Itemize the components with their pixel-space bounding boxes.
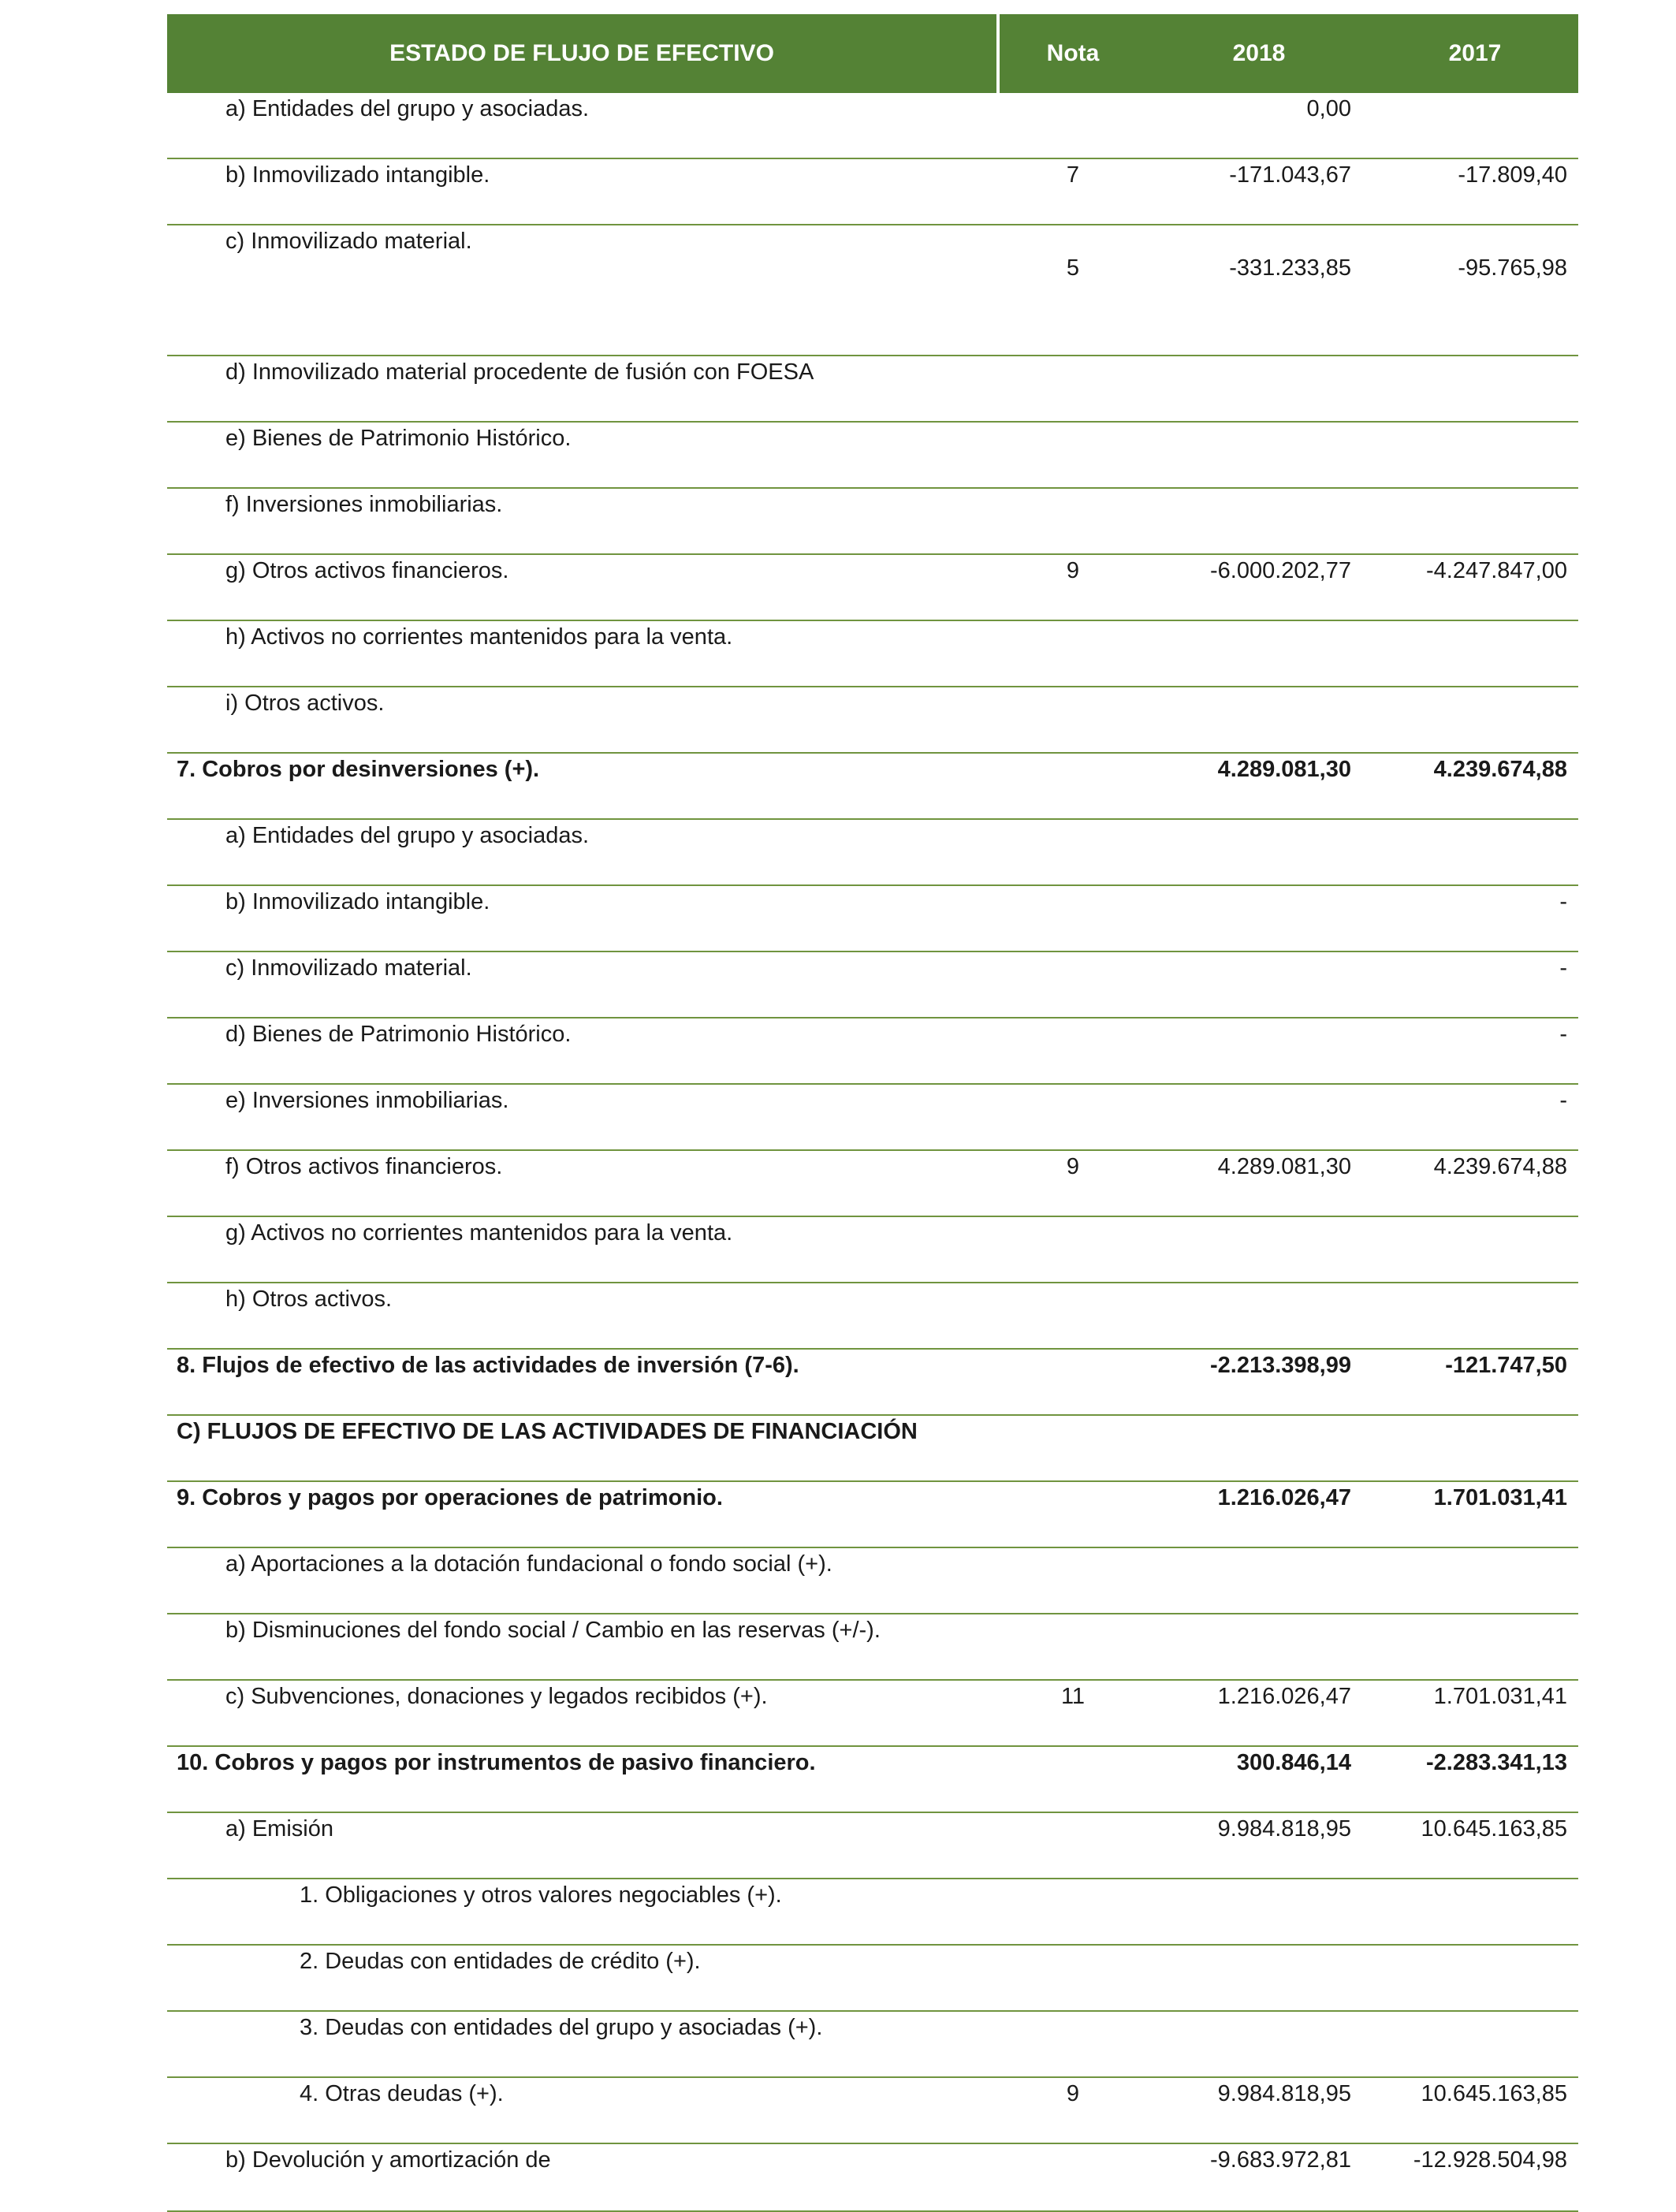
table-row — [167, 952, 1578, 1018]
row-label: a) Emisión — [225, 1816, 333, 1841]
row-label: c) Subvenciones, donaciones y legados recibidos (+). — [225, 1684, 768, 1709]
row-value-2018: 1.216.026,47 — [1217, 1485, 1351, 1510]
table-row — [167, 1747, 1578, 1813]
table-row — [167, 886, 1578, 952]
row-value-2017: 10.645.163,85 — [1421, 1816, 1567, 1841]
table-row — [167, 621, 1578, 687]
row-label: a) Entidades del grupo y asociadas. — [225, 823, 590, 848]
row-label: 7. Cobros por desinversiones (+). — [177, 757, 540, 782]
row-label: i) Otros activos. — [225, 691, 385, 716]
row-value-2017: 4.239.674,88 — [1433, 757, 1567, 782]
table-row — [167, 687, 1578, 754]
row-value-2017: -2.283.341,13 — [1426, 1750, 1567, 1775]
row-value-2017: 4.239.674,88 — [1433, 1154, 1567, 1179]
row-value-2018: -9.683.972,81 — [1210, 2147, 1351, 2173]
row-value-2018: 9.984.818,95 — [1217, 1816, 1351, 1841]
row-label: h) Activos no corrientes mantenidos para la venta. — [225, 624, 733, 650]
row-label: 3. Deudas con entidades del grupo y asociadas (+). — [300, 2015, 823, 2040]
table-row — [167, 1085, 1578, 1151]
row-label: C) FLUJOS DE EFECTIVO DE LAS ACTIVIDADES DE FINANCIACIÓN — [177, 1419, 918, 1444]
row-nota: 9 — [1066, 558, 1080, 583]
row-value-2017: - — [1559, 955, 1567, 981]
header-nota: Nota — [1046, 40, 1100, 66]
row-label: d) Bienes de Patrimonio Histórico. — [225, 1022, 572, 1047]
table-header — [167, 14, 1578, 93]
row-label: f) Otros activos financieros. — [225, 1154, 503, 1179]
table-row — [167, 1614, 1578, 1681]
row-label: c) Inmovilizado material. — [225, 229, 472, 254]
table-row — [167, 2078, 1578, 2144]
table-row — [167, 1018, 1578, 1085]
table-row — [167, 1879, 1578, 1946]
row-label: a) Entidades del grupo y asociadas. — [225, 96, 590, 121]
table-row — [167, 1416, 1578, 1482]
table-row — [167, 93, 1578, 159]
table-row — [167, 1813, 1578, 1879]
row-label: e) Inversiones inmobiliarias. — [225, 1088, 509, 1113]
row-value-2018: -171.043,67 — [1229, 162, 1351, 188]
row-label: b) Inmovilizado intangible. — [225, 889, 490, 914]
row-label: d) Inmovilizado material procedente de fusión con FOESA — [225, 359, 814, 385]
row-value-2017: -121.747,50 — [1445, 1353, 1567, 1378]
table-row — [167, 1482, 1578, 1548]
row-label: e) Bienes de Patrimonio Histórico. — [225, 426, 572, 451]
row-nota: 9 — [1066, 1154, 1080, 1179]
row-label: g) Otros activos financieros. — [225, 558, 509, 583]
row-label: b) Inmovilizado intangible. — [225, 162, 490, 188]
row-label: b) Devolución y amortización de — [225, 2147, 551, 2173]
table-row — [167, 159, 1578, 225]
table-row — [167, 423, 1578, 489]
header-title: ESTADO DE FLUJO DE EFECTIVO — [389, 40, 774, 66]
row-value-2018: 0,00 — [1306, 96, 1351, 121]
table-row — [167, 555, 1578, 621]
row-nota: 9 — [1066, 2081, 1080, 2106]
table-row — [167, 1217, 1578, 1283]
row-label: 1. Obligaciones y otros valores negociables (+). — [300, 1882, 782, 1908]
table-row — [167, 754, 1578, 820]
row-value-2018: 4.289.081,30 — [1217, 1154, 1351, 1179]
table-row — [167, 225, 1578, 356]
header-year-2018: 2018 — [1232, 40, 1286, 66]
row-value-2018: -331.233,85 — [1229, 255, 1351, 281]
row-label: 8. Flujos de efectivo de las actividades de inversión (7-6). — [177, 1353, 799, 1378]
row-nota: 11 — [1060, 1684, 1086, 1709]
row-label: a) Aportaciones a la dotación fundacional o fondo social (+). — [225, 1551, 832, 1577]
row-value-2018: 9.984.818,95 — [1217, 2081, 1351, 2106]
table-body — [167, 93, 1578, 2212]
row-nota: 7 — [1066, 162, 1080, 188]
row-label: h) Otros activos. — [225, 1287, 393, 1312]
row-value-2018: -6.000.202,77 — [1210, 558, 1351, 583]
row-label: f) Inversiones inmobiliarias. — [225, 492, 503, 517]
table-row — [167, 2144, 1578, 2212]
row-value-2018: 300.846,14 — [1236, 1750, 1351, 1775]
row-label: c) Inmovilizado material. — [225, 955, 472, 981]
row-label: g) Activos no corrientes mantenidos para la venta. — [225, 1220, 733, 1246]
row-value-2017: 10.645.163,85 — [1421, 2081, 1567, 2106]
header-year-2017: 2017 — [1448, 40, 1502, 66]
row-value-2017: -4.247.847,00 — [1426, 558, 1567, 583]
row-value-2017: -12.928.504,98 — [1413, 2147, 1567, 2173]
table-row — [167, 1681, 1578, 1747]
table-row — [167, 1283, 1578, 1350]
row-label: 10. Cobros y pagos por instrumentos de pasivo financiero. — [177, 1750, 816, 1775]
row-label: 2. Deudas con entidades de crédito (+). — [300, 1949, 701, 1974]
row-value-2017: - — [1559, 1022, 1567, 1047]
cash-flow-statement-table — [167, 14, 1578, 2212]
row-value-2017: 1.701.031,41 — [1433, 1485, 1567, 1510]
row-value-2017: -95.765,98 — [1458, 255, 1567, 281]
table-row — [167, 1350, 1578, 1416]
table-row — [167, 1151, 1578, 1217]
row-label: 9. Cobros y pagos por operaciones de patrimonio. — [177, 1485, 723, 1510]
row-value-2017: - — [1559, 889, 1567, 914]
table-row — [167, 1548, 1578, 1614]
row-value-2017: 1.701.031,41 — [1433, 1684, 1567, 1709]
row-value-2017: -17.809,40 — [1458, 162, 1567, 188]
row-label: b) Disminuciones del fondo social / Cambio en las reservas (+/-). — [225, 1618, 881, 1643]
table-row — [167, 1946, 1578, 2012]
table-row — [167, 489, 1578, 555]
row-value-2017: - — [1559, 1088, 1567, 1113]
row-value-2018: -2.213.398,99 — [1210, 1353, 1351, 1378]
row-nota: 5 — [1066, 255, 1080, 281]
table-row — [167, 356, 1578, 423]
table-row — [167, 820, 1578, 886]
row-value-2018: 4.289.081,30 — [1217, 757, 1351, 782]
row-label: 4. Otras deudas (+). — [300, 2081, 504, 2106]
row-value-2018: 1.216.026,47 — [1217, 1684, 1351, 1709]
table-row — [167, 2012, 1578, 2078]
